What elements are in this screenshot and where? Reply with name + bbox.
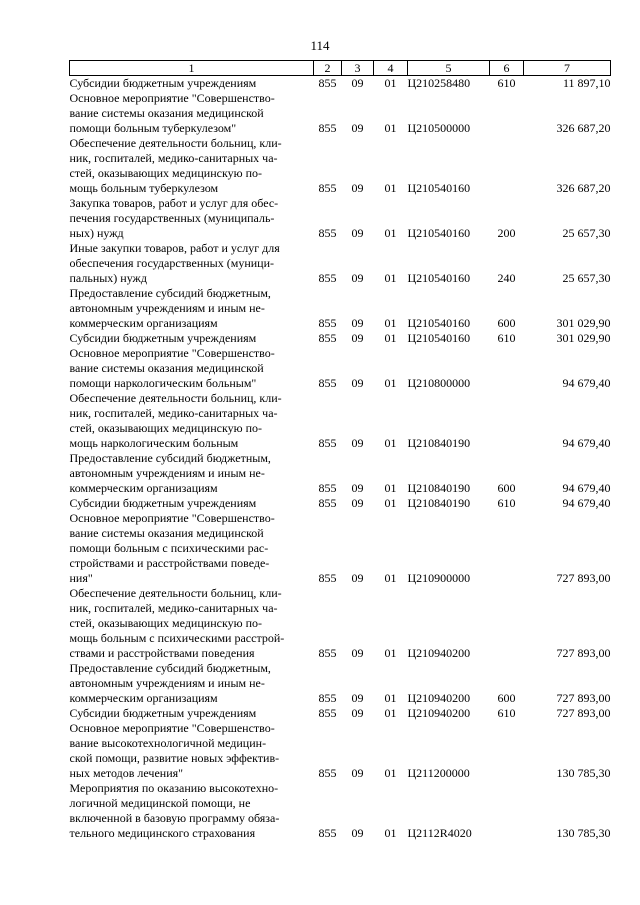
row-name <box>70 511 314 586</box>
table-row <box>70 511 611 586</box>
row-name <box>70 136 314 196</box>
row-name-line: Субсидии бюджетным учреждениям <box>69 706 257 720</box>
code-target-article: Ц210258480 <box>407 76 471 90</box>
row-name-line: Предоставление субсидий бюджетным, <box>69 661 271 675</box>
code-subsection: 01 <box>384 331 397 345</box>
row-name-line: коммерческим организациям <box>69 481 218 495</box>
code-target-article: Ц210840190 <box>407 481 471 495</box>
code-expense-type <box>490 346 524 391</box>
code-subsection: 01 <box>384 76 397 90</box>
amount: 94 679,40 <box>562 436 611 450</box>
table-row <box>70 136 611 196</box>
amount: 727 893,00 <box>556 646 611 660</box>
amount: 94 679,40 <box>562 496 611 510</box>
code-section: 09 <box>351 376 364 390</box>
row-name-line: ния" <box>69 571 93 585</box>
code-target-article: Ц210540160 <box>407 316 471 330</box>
code-target-article: Ц210940200 <box>407 691 471 705</box>
code-ministry: 855 <box>318 181 337 195</box>
row-name-line: Субсидии бюджетным учреждениям <box>69 496 257 510</box>
code-subsection: 01 <box>384 481 397 495</box>
row-name-line: ской помощи, развитие новых эффектив- <box>69 751 280 765</box>
row-name-line: пальных) нужд <box>69 271 147 285</box>
code-section: 09 <box>351 331 364 345</box>
code-expense-type <box>490 586 524 661</box>
row-name <box>70 721 314 781</box>
amount: 727 893,00 <box>556 571 611 585</box>
code-section: 09 <box>351 121 364 135</box>
table-row <box>70 721 611 781</box>
row-name-line: стей, оказывающих медицинскую по- <box>69 166 262 180</box>
code-subsection: 01 <box>384 496 397 510</box>
code-ministry: 855 <box>318 691 337 705</box>
row-name <box>70 781 314 841</box>
code-section: 09 <box>351 271 364 285</box>
code-section: 09 <box>351 766 364 780</box>
row-name-line: ник, госпиталей, медико-санитарных ча- <box>69 601 278 615</box>
row-name-line: стройствами и расстройствами поведе- <box>69 556 270 570</box>
row-name-line: помощи больным туберкулезом" <box>69 121 237 135</box>
amount: 130 785,30 <box>556 766 611 780</box>
code-expense-type: 610 <box>497 331 516 345</box>
code-target-article: Ц210540160 <box>407 271 471 285</box>
row-name-line: Предоставление субсидий бюджетным, <box>69 451 271 465</box>
code-ministry: 855 <box>318 121 337 135</box>
amount: 301 029,90 <box>556 331 611 345</box>
code-section: 09 <box>351 571 364 585</box>
row-name <box>70 241 314 286</box>
table-body <box>70 76 611 842</box>
row-name-line: обеспечения государственных (муници- <box>69 256 275 270</box>
code-expense-type: 610 <box>497 76 516 90</box>
code-expense-type: 600 <box>497 691 516 705</box>
row-name-line: Закупка товаров, работ и услуг для обес- <box>69 196 279 210</box>
row-name-line: ных методов лечения" <box>69 766 184 780</box>
code-expense-type: 600 <box>497 481 516 495</box>
code-target-article: Ц210900000 <box>407 571 471 585</box>
code-section: 09 <box>351 436 364 450</box>
table-row <box>70 76 611 92</box>
row-name-line: Обеспечение деятельности больниц, кли- <box>69 586 282 600</box>
table-row <box>70 451 611 496</box>
code-expense-type: 200 <box>497 226 516 240</box>
code-expense-type <box>490 781 524 841</box>
code-ministry: 855 <box>318 436 337 450</box>
code-section: 09 <box>351 226 364 240</box>
row-name-line: вание системы оказания медицинской <box>69 526 264 540</box>
table-row <box>70 391 611 451</box>
code-expense-type <box>490 511 524 586</box>
amount: 94 679,40 <box>562 481 611 495</box>
row-name <box>70 76 314 92</box>
row-name <box>70 661 314 706</box>
code-section: 09 <box>351 316 364 330</box>
code-ministry: 855 <box>318 76 337 90</box>
column-header: 1 <box>70 61 314 76</box>
code-target-article: Ц210540160 <box>407 181 471 195</box>
row-name-line: помощи наркологическим больным" <box>69 376 257 390</box>
row-name <box>70 331 314 346</box>
code-subsection: 01 <box>384 376 397 390</box>
column-header: 4 <box>374 61 408 76</box>
table-row <box>70 346 611 391</box>
code-subsection: 01 <box>384 646 397 660</box>
code-target-article: Ц2112R4020 <box>407 826 472 840</box>
code-target-article: Ц210800000 <box>407 376 471 390</box>
code-ministry: 855 <box>318 571 337 585</box>
row-name-line: ствами и расстройствами поведения <box>69 646 255 660</box>
code-subsection: 01 <box>384 271 397 285</box>
code-subsection: 01 <box>384 316 397 330</box>
table-row <box>70 241 611 286</box>
code-subsection: 01 <box>384 181 397 195</box>
table-row <box>70 91 611 136</box>
amount: 130 785,30 <box>556 826 611 840</box>
row-name-line: мощь больным туберкулезом <box>69 181 219 195</box>
table-row <box>70 196 611 241</box>
row-name-line: стей, оказывающих медицинскую по- <box>69 421 262 435</box>
row-name-line: ных) нужд <box>69 226 124 240</box>
code-expense-type <box>490 391 524 451</box>
code-ministry: 855 <box>318 271 337 285</box>
row-name-line: включенной в базовую программу обяза- <box>69 811 280 825</box>
code-target-article: Ц210540160 <box>407 331 471 345</box>
row-name-line: печения государственных (муниципаль- <box>69 211 275 225</box>
code-subsection: 01 <box>384 571 397 585</box>
code-subsection: 01 <box>384 826 397 840</box>
code-section: 09 <box>351 706 364 720</box>
code-ministry: 855 <box>318 331 337 345</box>
code-target-article: Ц210500000 <box>407 121 471 135</box>
code-ministry: 855 <box>318 496 337 510</box>
code-target-article: Ц210840190 <box>407 436 471 450</box>
row-name-line: тельного медицинского страхования <box>69 826 256 840</box>
row-name-line: Субсидии бюджетным учреждениям <box>69 331 257 345</box>
code-subsection: 01 <box>384 766 397 780</box>
code-expense-type <box>490 721 524 781</box>
amount: 25 657,30 <box>562 226 611 240</box>
amount: 727 893,00 <box>556 706 611 720</box>
row-name-line: Основное мероприятие "Совершенство- <box>69 511 275 525</box>
code-expense-type: 610 <box>497 496 516 510</box>
row-name <box>70 391 314 451</box>
code-ministry: 855 <box>318 376 337 390</box>
code-expense-type: 600 <box>497 316 516 330</box>
table-header-row <box>70 61 611 76</box>
code-target-article: Ц210840190 <box>407 496 471 510</box>
table-row <box>70 331 611 346</box>
code-target-article: Ц210940200 <box>407 706 471 720</box>
table-row <box>70 781 611 841</box>
code-target-article: Ц210540160 <box>407 226 471 240</box>
table-row <box>70 286 611 331</box>
row-name <box>70 346 314 391</box>
table-row <box>70 586 611 661</box>
code-subsection: 01 <box>384 706 397 720</box>
code-ministry: 855 <box>318 226 337 240</box>
column-header: 3 <box>342 61 374 76</box>
row-name-line: автономным учреждениям и иным не- <box>69 466 265 480</box>
page-number: 114 <box>310 38 330 53</box>
budget-table <box>69 60 611 841</box>
column-header: 2 <box>314 61 342 76</box>
amount: 94 679,40 <box>562 376 611 390</box>
row-name-line: Субсидии бюджетным учреждениям <box>69 76 257 90</box>
row-name-line: вание высокотехнологичной медицин- <box>69 736 267 750</box>
code-section: 09 <box>351 181 364 195</box>
row-name-line: Обеспечение деятельности больниц, кли- <box>69 136 282 150</box>
code-ministry: 855 <box>318 646 337 660</box>
row-name <box>70 496 314 511</box>
code-expense-type <box>490 136 524 196</box>
row-name-line: автономным учреждениям и иным не- <box>69 676 265 690</box>
code-subsection: 01 <box>384 436 397 450</box>
code-subsection: 01 <box>384 121 397 135</box>
amount: 326 687,20 <box>556 181 611 195</box>
code-target-article: Ц210940200 <box>407 646 471 660</box>
code-section: 09 <box>351 691 364 705</box>
row-name-line: Основное мероприятие "Совершенство- <box>69 91 275 105</box>
column-header: 5 <box>408 61 490 76</box>
code-section: 09 <box>351 826 364 840</box>
amount: 11 897,10 <box>562 76 611 90</box>
row-name <box>70 706 314 721</box>
code-expense-type: 240 <box>497 271 516 285</box>
amount: 25 657,30 <box>562 271 611 285</box>
column-header: 7 <box>524 61 611 76</box>
row-name <box>70 451 314 496</box>
row-name-line: Основное мероприятие "Совершенство- <box>69 346 275 360</box>
row-name-line: ник, госпиталей, медико-санитарных ча- <box>69 406 278 420</box>
row-name-line: Основное мероприятие "Совершенство- <box>69 721 275 735</box>
row-name-line: помощи больным с психическими рас- <box>69 541 269 555</box>
amount: 326 687,20 <box>556 121 611 135</box>
code-subsection: 01 <box>384 226 397 240</box>
row-name-line: стей, оказывающих медицинскую по- <box>69 616 262 630</box>
row-name-line: коммерческим организациям <box>69 691 218 705</box>
row-name <box>70 586 314 661</box>
code-subsection: 01 <box>384 691 397 705</box>
row-name-line: мощь больным с психическими расстрой- <box>69 631 285 645</box>
code-ministry: 855 <box>318 826 337 840</box>
amount: 727 893,00 <box>556 691 611 705</box>
row-name-line: Обеспечение деятельности больниц, кли- <box>69 391 282 405</box>
code-ministry: 855 <box>318 706 337 720</box>
row-name-line: коммерческим организациям <box>69 316 218 330</box>
code-section: 09 <box>351 646 364 660</box>
row-name-line: Мероприятия по оказанию высокотехно- <box>69 781 279 795</box>
row-name <box>70 196 314 241</box>
code-ministry: 855 <box>318 316 337 330</box>
column-header: 6 <box>490 61 524 76</box>
table-row <box>70 496 611 511</box>
row-name-line: вание системы оказания медицинской <box>69 361 264 375</box>
row-name-line: Иные закупки товаров, работ и услуг для <box>69 241 280 255</box>
table-row <box>70 706 611 721</box>
code-section: 09 <box>351 481 364 495</box>
code-target-article: Ц211200000 <box>407 766 470 780</box>
code-ministry: 855 <box>318 766 337 780</box>
row-name-line: автономным учреждениям и иным не- <box>69 301 265 315</box>
code-expense-type <box>490 91 524 136</box>
code-section: 09 <box>351 76 364 90</box>
code-section: 09 <box>351 496 364 510</box>
code-expense-type: 610 <box>497 706 516 720</box>
row-name-line: ник, госпиталей, медико-санитарных ча- <box>69 151 278 165</box>
row-name-line: логичной медицинской помощи, не <box>69 796 251 810</box>
row-name-line: Предоставление субсидий бюджетным, <box>69 286 271 300</box>
code-ministry: 855 <box>318 481 337 495</box>
amount: 301 029,90 <box>556 316 611 330</box>
row-name-line: вание системы оказания медицинской <box>69 106 264 120</box>
row-name-line: мощь наркологическим больным <box>69 436 239 450</box>
table-row <box>70 661 611 706</box>
row-name <box>70 286 314 331</box>
row-name <box>70 91 314 136</box>
